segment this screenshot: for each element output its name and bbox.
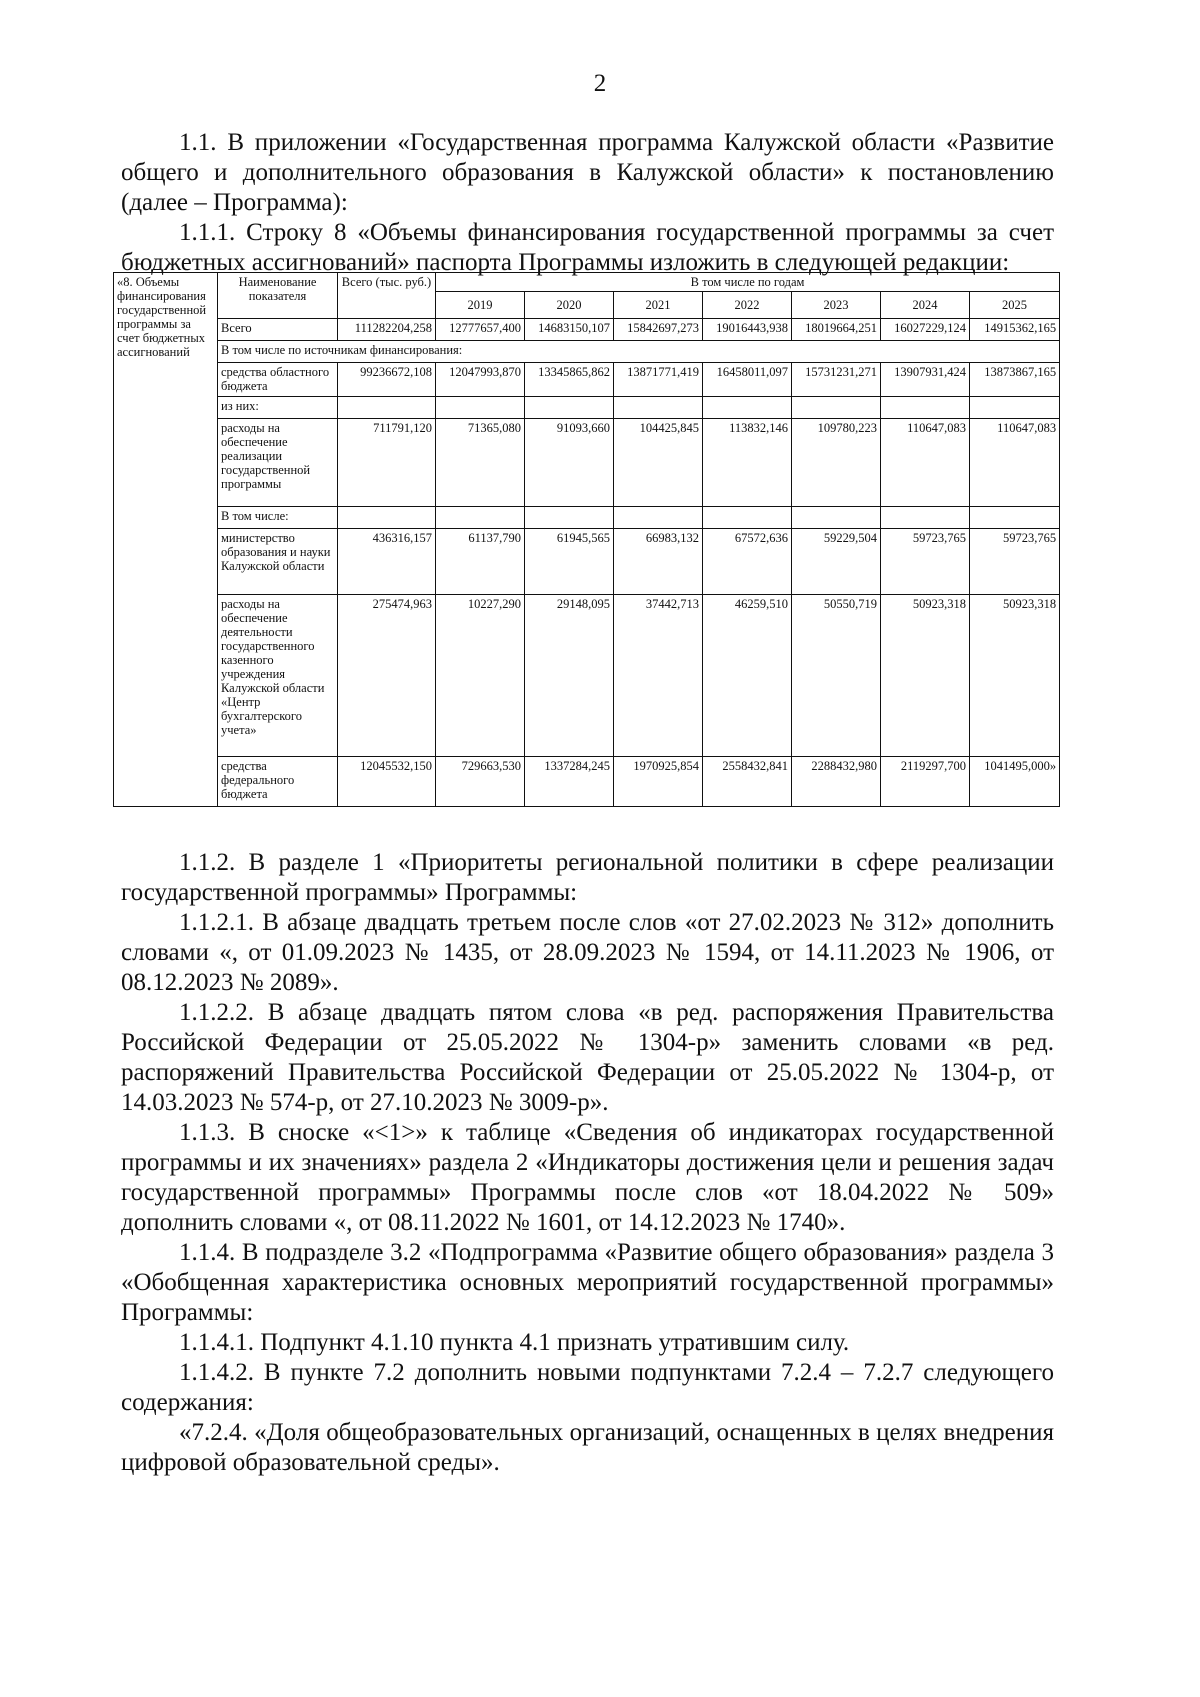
value-cell: 12777657,400	[436, 319, 525, 341]
empty-cell	[338, 397, 436, 419]
empty-cell	[703, 397, 792, 419]
value-cell: 10227,290	[436, 595, 525, 757]
table-row	[114, 341, 1060, 363]
empty-cell	[525, 397, 614, 419]
intro-text	[121, 128, 1054, 278]
paragraph-1-1-3: 1.1.3. В сноске «<1>» к таблице «Сведения об индикаторах государственной программы и их значениях» раздела 2 «Индикаторы достижения цели и решения задач государственной программы» Программы после слов «от 18.04.2022 № 509» дополнить словами «, от 08.11.2022 № 1601, от 14.12.2023 № 1740».	[121, 1119, 1054, 1236]
value-cell: 66983,132	[614, 529, 703, 595]
value-cell: 110647,083	[970, 419, 1060, 507]
empty-cell	[792, 397, 881, 419]
table-row	[114, 397, 1060, 419]
total-cell: 99236672,108	[338, 363, 436, 397]
value-cell: 15842697,273	[614, 319, 703, 341]
value-cell: 13907931,424	[881, 363, 970, 397]
empty-cell	[338, 507, 436, 529]
value-cell: 1041495,000»	[970, 757, 1060, 807]
value-cell: 729663,530	[436, 757, 525, 807]
paragraph-1-1-1: 1.1.1. Строку 8 «Объемы финансирования государственной программы за счет бюджетных ассигнований» паспорта Программы изложить в следующей редакции:	[121, 219, 1054, 276]
year-header: 2024	[881, 292, 970, 319]
table-row	[114, 529, 1060, 595]
empty-cell	[436, 507, 525, 529]
empty-cell	[614, 397, 703, 419]
value-cell: 19016443,938	[703, 319, 792, 341]
value-cell: 104425,845	[614, 419, 703, 507]
table-row	[114, 757, 1060, 807]
total-cell: 711791,120	[338, 419, 436, 507]
column-header-name: Наименование показателя	[218, 273, 338, 319]
value-cell: 12047993,870	[436, 363, 525, 397]
empty-cell	[703, 507, 792, 529]
value-cell: 67572,636	[703, 529, 792, 595]
paragraph-1-1-2-1: 1.1.2.1. В абзаце двадцать третьем после слов «от 27.02.2023 № 312» дополнить словами «, от 01.09.2023 № 1435, от 28.09.2023 № 1594, от 14.11.2023 № 1906, от 08.12.2023 № 2089».	[121, 909, 1054, 996]
paragraph-1-1-4-2: 1.1.4.2. В пункте 7.2 дополнить новыми подпунктами 7.2.4 – 7.2.7 следующего содержания:	[121, 1359, 1054, 1416]
empty-cell	[881, 397, 970, 419]
paragraph-7-2-4: «7.2.4. «Доля общеобразовательных организаций, оснащенных в целях внедрения цифровой образовательной среды».	[121, 1419, 1054, 1476]
year-header: 2025	[970, 292, 1060, 319]
value-cell: 50923,318	[970, 595, 1060, 757]
value-cell: 91093,660	[525, 419, 614, 507]
value-cell: 13873867,165	[970, 363, 1060, 397]
empty-cell	[970, 507, 1060, 529]
empty-cell	[792, 507, 881, 529]
value-cell: 59723,765	[881, 529, 970, 595]
passport-row-label: «8. Объемы финансирования государственной программы за счет бюджетных ассигнований	[114, 273, 218, 807]
row-label: министерство образования и науки Калужской области	[218, 529, 338, 595]
paragraph-1-1-4: 1.1.4. В подразделе 3.2 «Подпрограмма «Развитие общего образования» раздела 3 «Обобщенная характеристика основных мероприятий государственной программы» Программы:	[121, 1239, 1054, 1326]
value-cell: 14683150,107	[525, 319, 614, 341]
value-cell: 113832,146	[703, 419, 792, 507]
value-cell: 2558432,841	[703, 757, 792, 807]
column-header-years: В том числе по годам	[436, 273, 1060, 292]
financing-table	[113, 272, 1060, 807]
empty-cell	[970, 397, 1060, 419]
value-cell: 110647,083	[881, 419, 970, 507]
row-label: расходы на обеспечение деятельности государственного казенного учреждения Калужской области «Центр бухгалтерского учета»	[218, 595, 338, 757]
row-label: Всего	[218, 319, 338, 341]
value-cell: 1970925,854	[614, 757, 703, 807]
year-header: 2023	[792, 292, 881, 319]
page-number: 2	[593, 70, 607, 97]
column-header-total: Всего (тыс. руб.)	[338, 273, 436, 319]
value-cell: 2119297,700	[881, 757, 970, 807]
value-cell: 59229,504	[792, 529, 881, 595]
empty-cell	[614, 507, 703, 529]
paragraph-1-1-4-1: 1.1.4.1. Подпункт 4.1.10 пункта 4.1 признать утратившим силу.	[179, 1329, 850, 1356]
year-header: 2022	[703, 292, 792, 319]
value-cell: 1337284,245	[525, 757, 614, 807]
row-label: средства федерального бюджета	[218, 757, 338, 807]
empty-cell	[436, 397, 525, 419]
value-cell: 71365,080	[436, 419, 525, 507]
value-cell: 37442,713	[614, 595, 703, 757]
paragraph-1-1-2: 1.1.2. В разделе 1 «Приоритеты региональной политики в сфере реализации государственной программы» Программы:	[121, 849, 1054, 906]
body-text	[121, 848, 1054, 1478]
row-label: В том числе:	[218, 507, 338, 529]
value-cell: 29148,095	[525, 595, 614, 757]
value-cell: 50550,719	[792, 595, 881, 757]
value-cell: 2288432,980	[792, 757, 881, 807]
value-cell: 16027229,124	[881, 319, 970, 341]
total-cell: 436316,157	[338, 529, 436, 595]
table-row	[114, 507, 1060, 529]
value-cell: 15731231,271	[792, 363, 881, 397]
empty-cell	[881, 507, 970, 529]
total-cell: 111282204,258	[338, 319, 436, 341]
year-header: 2021	[614, 292, 703, 319]
row-label: расходы на обеспечение реализации государственной программы	[218, 419, 338, 507]
empty-cell	[525, 507, 614, 529]
table-row	[114, 419, 1060, 507]
table-row	[114, 595, 1060, 757]
value-cell: 46259,510	[703, 595, 792, 757]
paragraph-1-1-2-2: 1.1.2.2. В абзаце двадцать пятом слова «в ред. распоряжения Правительства Российской Федерации от 25.05.2022 № 1304-р» заменить словами «в ред. распоряжений Правительства Российской Федерации от 25.05.2022 № 1304-р, от 14.03.2023 № 574-р, от 27.10.2023 № 3009-р».	[121, 999, 1054, 1116]
value-cell: 14915362,165	[970, 319, 1060, 341]
value-cell: 59723,765	[970, 529, 1060, 595]
value-cell: 16458011,097	[703, 363, 792, 397]
value-cell: 50923,318	[881, 595, 970, 757]
total-cell: 12045532,150	[338, 757, 436, 807]
row-label: из них:	[218, 397, 338, 419]
value-cell: 61137,790	[436, 529, 525, 595]
table-row	[114, 363, 1060, 397]
year-header: 2019	[436, 292, 525, 319]
row-label: средства областного бюджета	[218, 363, 338, 397]
value-cell: 13345865,862	[525, 363, 614, 397]
value-cell: 18019664,251	[792, 319, 881, 341]
year-header: 2020	[525, 292, 614, 319]
total-cell: 275474,963	[338, 595, 436, 757]
paragraph-1-1: 1.1. В приложении «Государственная программа Калужской области «Развитие общего и дополнительного образования в Калужской области» к постановлению (далее – Программа):	[121, 129, 1054, 216]
value-cell: 109780,223	[792, 419, 881, 507]
table-row	[114, 319, 1060, 341]
row-label: В том числе по источникам финансирования:	[218, 341, 1060, 363]
value-cell: 13871771,419	[614, 363, 703, 397]
value-cell: 61945,565	[525, 529, 614, 595]
